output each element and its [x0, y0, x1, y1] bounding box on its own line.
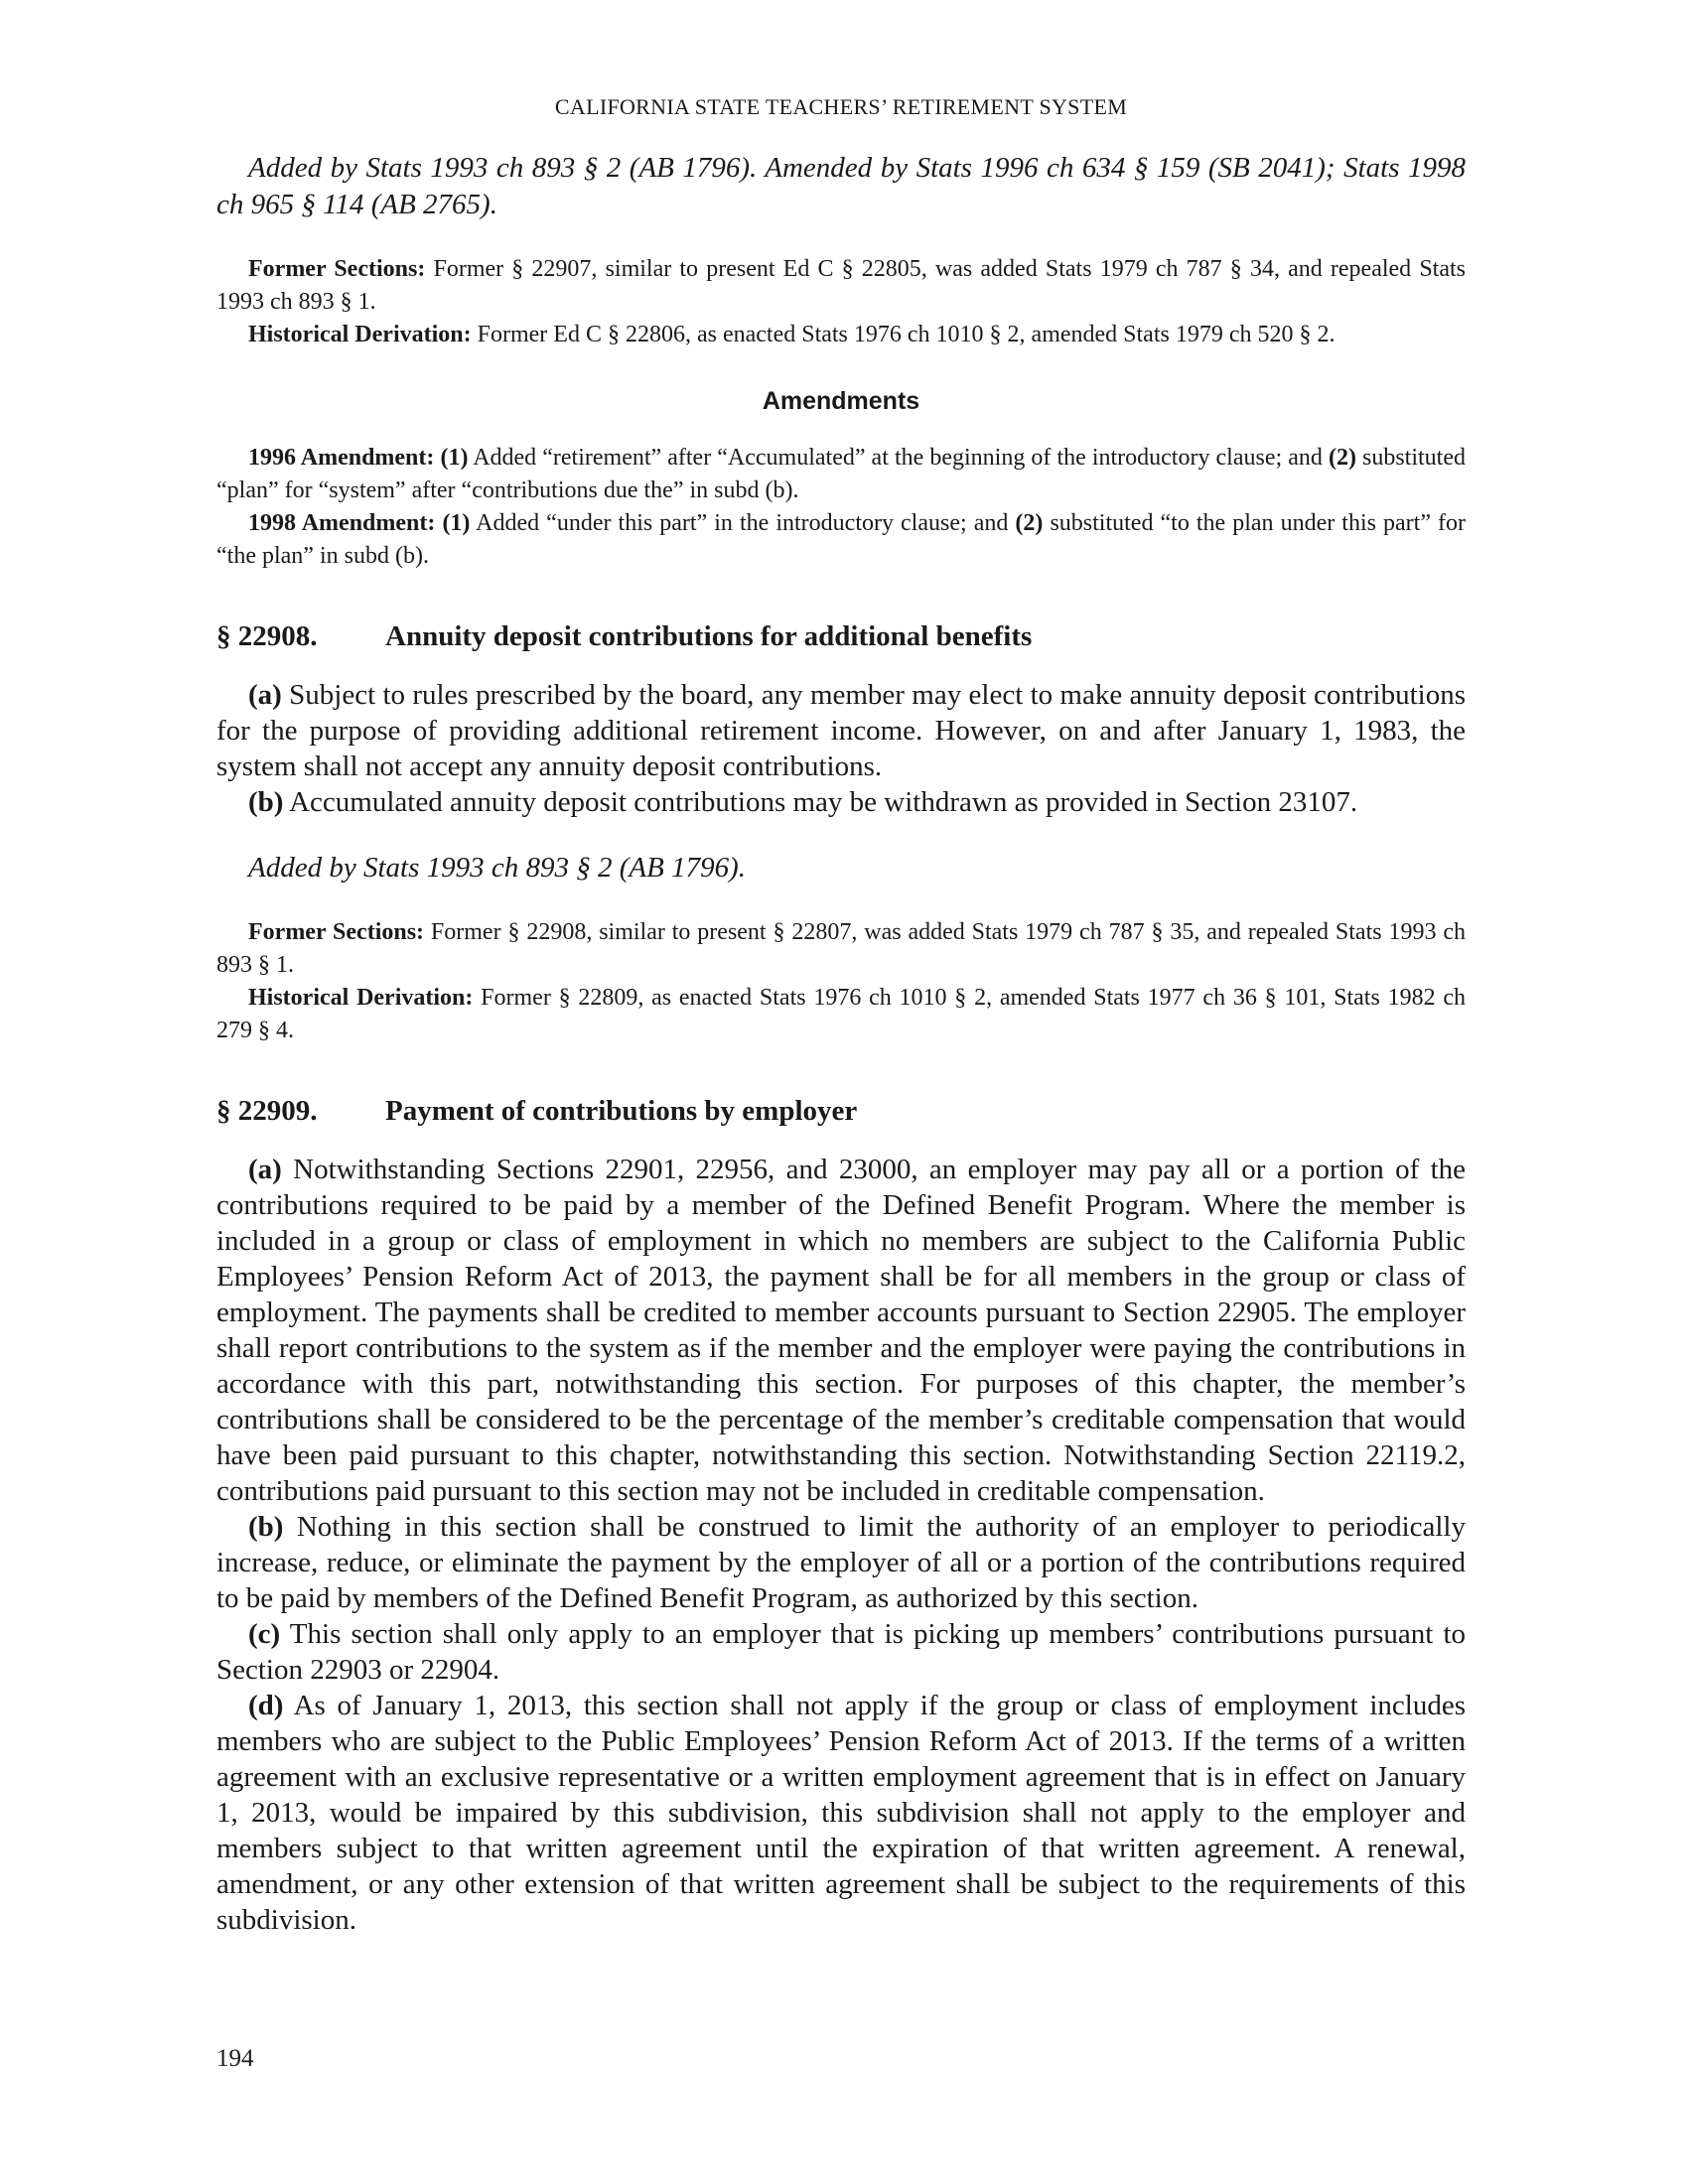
subdivision-text: Subject to rules prescribed by the board, any member may elect to make annuity deposit contributions for the purpose of providing additional retirement income. However, on and after January 1, 1983, the system shall not accept any annuity deposit contributions. — [216, 679, 1466, 782]
subdivision-label: (c) — [248, 1618, 281, 1650]
amendment-1998 — [216, 507, 1466, 573]
section-number: § 22908. — [216, 620, 318, 652]
amendment-item-number: (1) — [442, 510, 471, 536]
section-title: Payment of contributions by employer — [385, 1095, 858, 1127]
running-head: CALIFORNIA STATE TEACHERS’ RETIREMENT SYSTEM — [554, 94, 1128, 119]
document-page — [216, 94, 1466, 1938]
note-text: Former § 22908, similar to present § 22807, was added Stats 1979 ch 787 § 35, and repealed Stats 1993 ch 893 § 1. — [216, 919, 1466, 978]
subdivision-label: (b) — [248, 786, 284, 818]
subdivision-text: Accumulated annuity deposit contributions may be withdrawn as provided in Section 23107. — [283, 786, 1358, 818]
section-22908-body — [216, 677, 1466, 820]
history-note: Added by Stats 1993 ch 893 § 2 (AB 1796). Amended by Stats 1996 ch 634 § 159 (SB 2041); Stats 1998 ch 965 § 114 (AB 2765). — [216, 152, 1466, 220]
note-text: Former § 22809, as enacted Stats 1976 ch 1010 § 2, amended Stats 1977 ch 36 § 101, Stats 1982 ch 279 § 4. — [216, 985, 1466, 1043]
top-notes — [216, 253, 1466, 351]
amendment-text: Added “retirement” after “Accumulated” at the beginning of the introductory clause; and — [468, 445, 1329, 471]
subdivision-label: (b) — [248, 1511, 284, 1543]
amendment-text: substituted “plan” for “system” after “contributions due the” in subd (b). — [216, 445, 1467, 503]
amendment-text: substituted “to the plan under this part” for “the plan” in subd (b). — [216, 510, 1467, 569]
subdivision-label: (a) — [248, 1154, 282, 1185]
amendments-list — [216, 442, 1466, 573]
subdivision-text: Nothing in this section shall be construed to limit the authority of an employer to periodically increase, reduce, or eliminate the payment by the employer of all or a portion of the contributions required to be paid by members of the Defined Benefit Program, as authorized by this section. — [216, 1511, 1466, 1614]
subdivision-text: As of January 1, 2013, this section shall not apply if the group or class of employment includes members who are subject to the Public Employees’ Pension Reform Act of 2013. If the terms of a written agreement with an exclusive representative or a written employment agreement that is in effect on January 1, 2013, would be impaired by this subdivision, this subdivision shall not apply to the employer and members subject to that written agreement until the expiration of that written agreement. A renewal, amendment, or any other extension of that written agreement shall be subject to the requirements of this subdivision. — [216, 1690, 1466, 1936]
amendment-item-number: (2) — [1328, 445, 1356, 471]
amendments-heading: Amendments — [762, 387, 920, 415]
note-text: Former Ed C § 22806, as enacted Stats 1976 ch 1010 § 2, amended Stats 1979 ch 520 § 2. — [471, 322, 1336, 347]
historical-derivation-note — [216, 982, 1466, 1047]
amendment-item-number: (2) — [1015, 510, 1044, 536]
subdivision-text: Notwithstanding Sections 22901, 22956, and 23000, an employer may pay all or a portion of the contributions required to be paid by a member of the Defined Benefit Program. Where the member is included in a group or class of employment in which no members are subject to the California Public Employees’ Pension Reform Act of 2013, the payment shall be for all members in the group or class of employment. The payments shall be credited to member accounts pursuant to Section 22905. The employer shall report contributions to the system as if the member and the employer were paying the contributions in accordance with this part, notwithstanding this section. For purposes of this chapter, the member’s contributions shall be considered to be the percentage of the member’s creditable compensation that would have been paid pursuant to this chapter, notwithstanding this section. Notwithstanding Section 22119.2, contributions paid pursuant to this section may not be included in creditable compensation. — [216, 1154, 1466, 1507]
subdivision-label: (d) — [248, 1690, 284, 1721]
section-22908-history — [216, 850, 1466, 887]
section-22909-heading — [216, 1095, 1466, 1128]
section-22908-heading — [216, 620, 1466, 653]
amendment-label: 1998 Amendment: — [248, 510, 436, 536]
history-note: Added by Stats 1993 ch 893 § 2 (AB 1796). — [248, 852, 746, 884]
historical-derivation-note — [216, 319, 1466, 351]
note-label: Former Sections: — [248, 256, 426, 282]
amendment-text: Added “under this part” in the introductory clause; and — [470, 510, 1016, 536]
subdivision-label: (a) — [248, 679, 282, 711]
amendment-item-number: (1) — [440, 445, 469, 471]
subdivision-text: This section shall only apply to an employer that is picking up members’ contributions pursuant to Section 22903 or 22904. — [216, 1618, 1466, 1686]
note-text: Former § 22907, similar to present Ed C § 22805, was added Stats 1979 ch 787 § 34, and repealed Stats 1993 ch 893 § 1. — [216, 256, 1466, 315]
section-title: Annuity deposit contributions for additional benefits — [385, 620, 1033, 652]
section-number: § 22909. — [216, 1095, 318, 1127]
subdivision-d — [216, 1688, 1466, 1938]
subdivision-c — [216, 1616, 1466, 1688]
section-22909-body — [216, 1152, 1466, 1938]
former-sections-note — [216, 253, 1466, 319]
former-sections-note — [216, 916, 1466, 982]
amendment-1996 — [216, 442, 1466, 507]
subdivision-b — [216, 1509, 1466, 1616]
note-label: Former Sections: — [248, 919, 425, 945]
page-number: 194 — [216, 2045, 254, 2072]
note-label: Historical Derivation: — [248, 985, 474, 1011]
note-label: Historical Derivation: — [248, 322, 472, 347]
subdivision-a — [216, 1152, 1466, 1509]
section-22908-notes — [216, 916, 1466, 1047]
subdivision-b — [216, 784, 1466, 820]
amendment-label: 1996 Amendment: — [248, 445, 435, 471]
subdivision-a — [216, 677, 1466, 784]
